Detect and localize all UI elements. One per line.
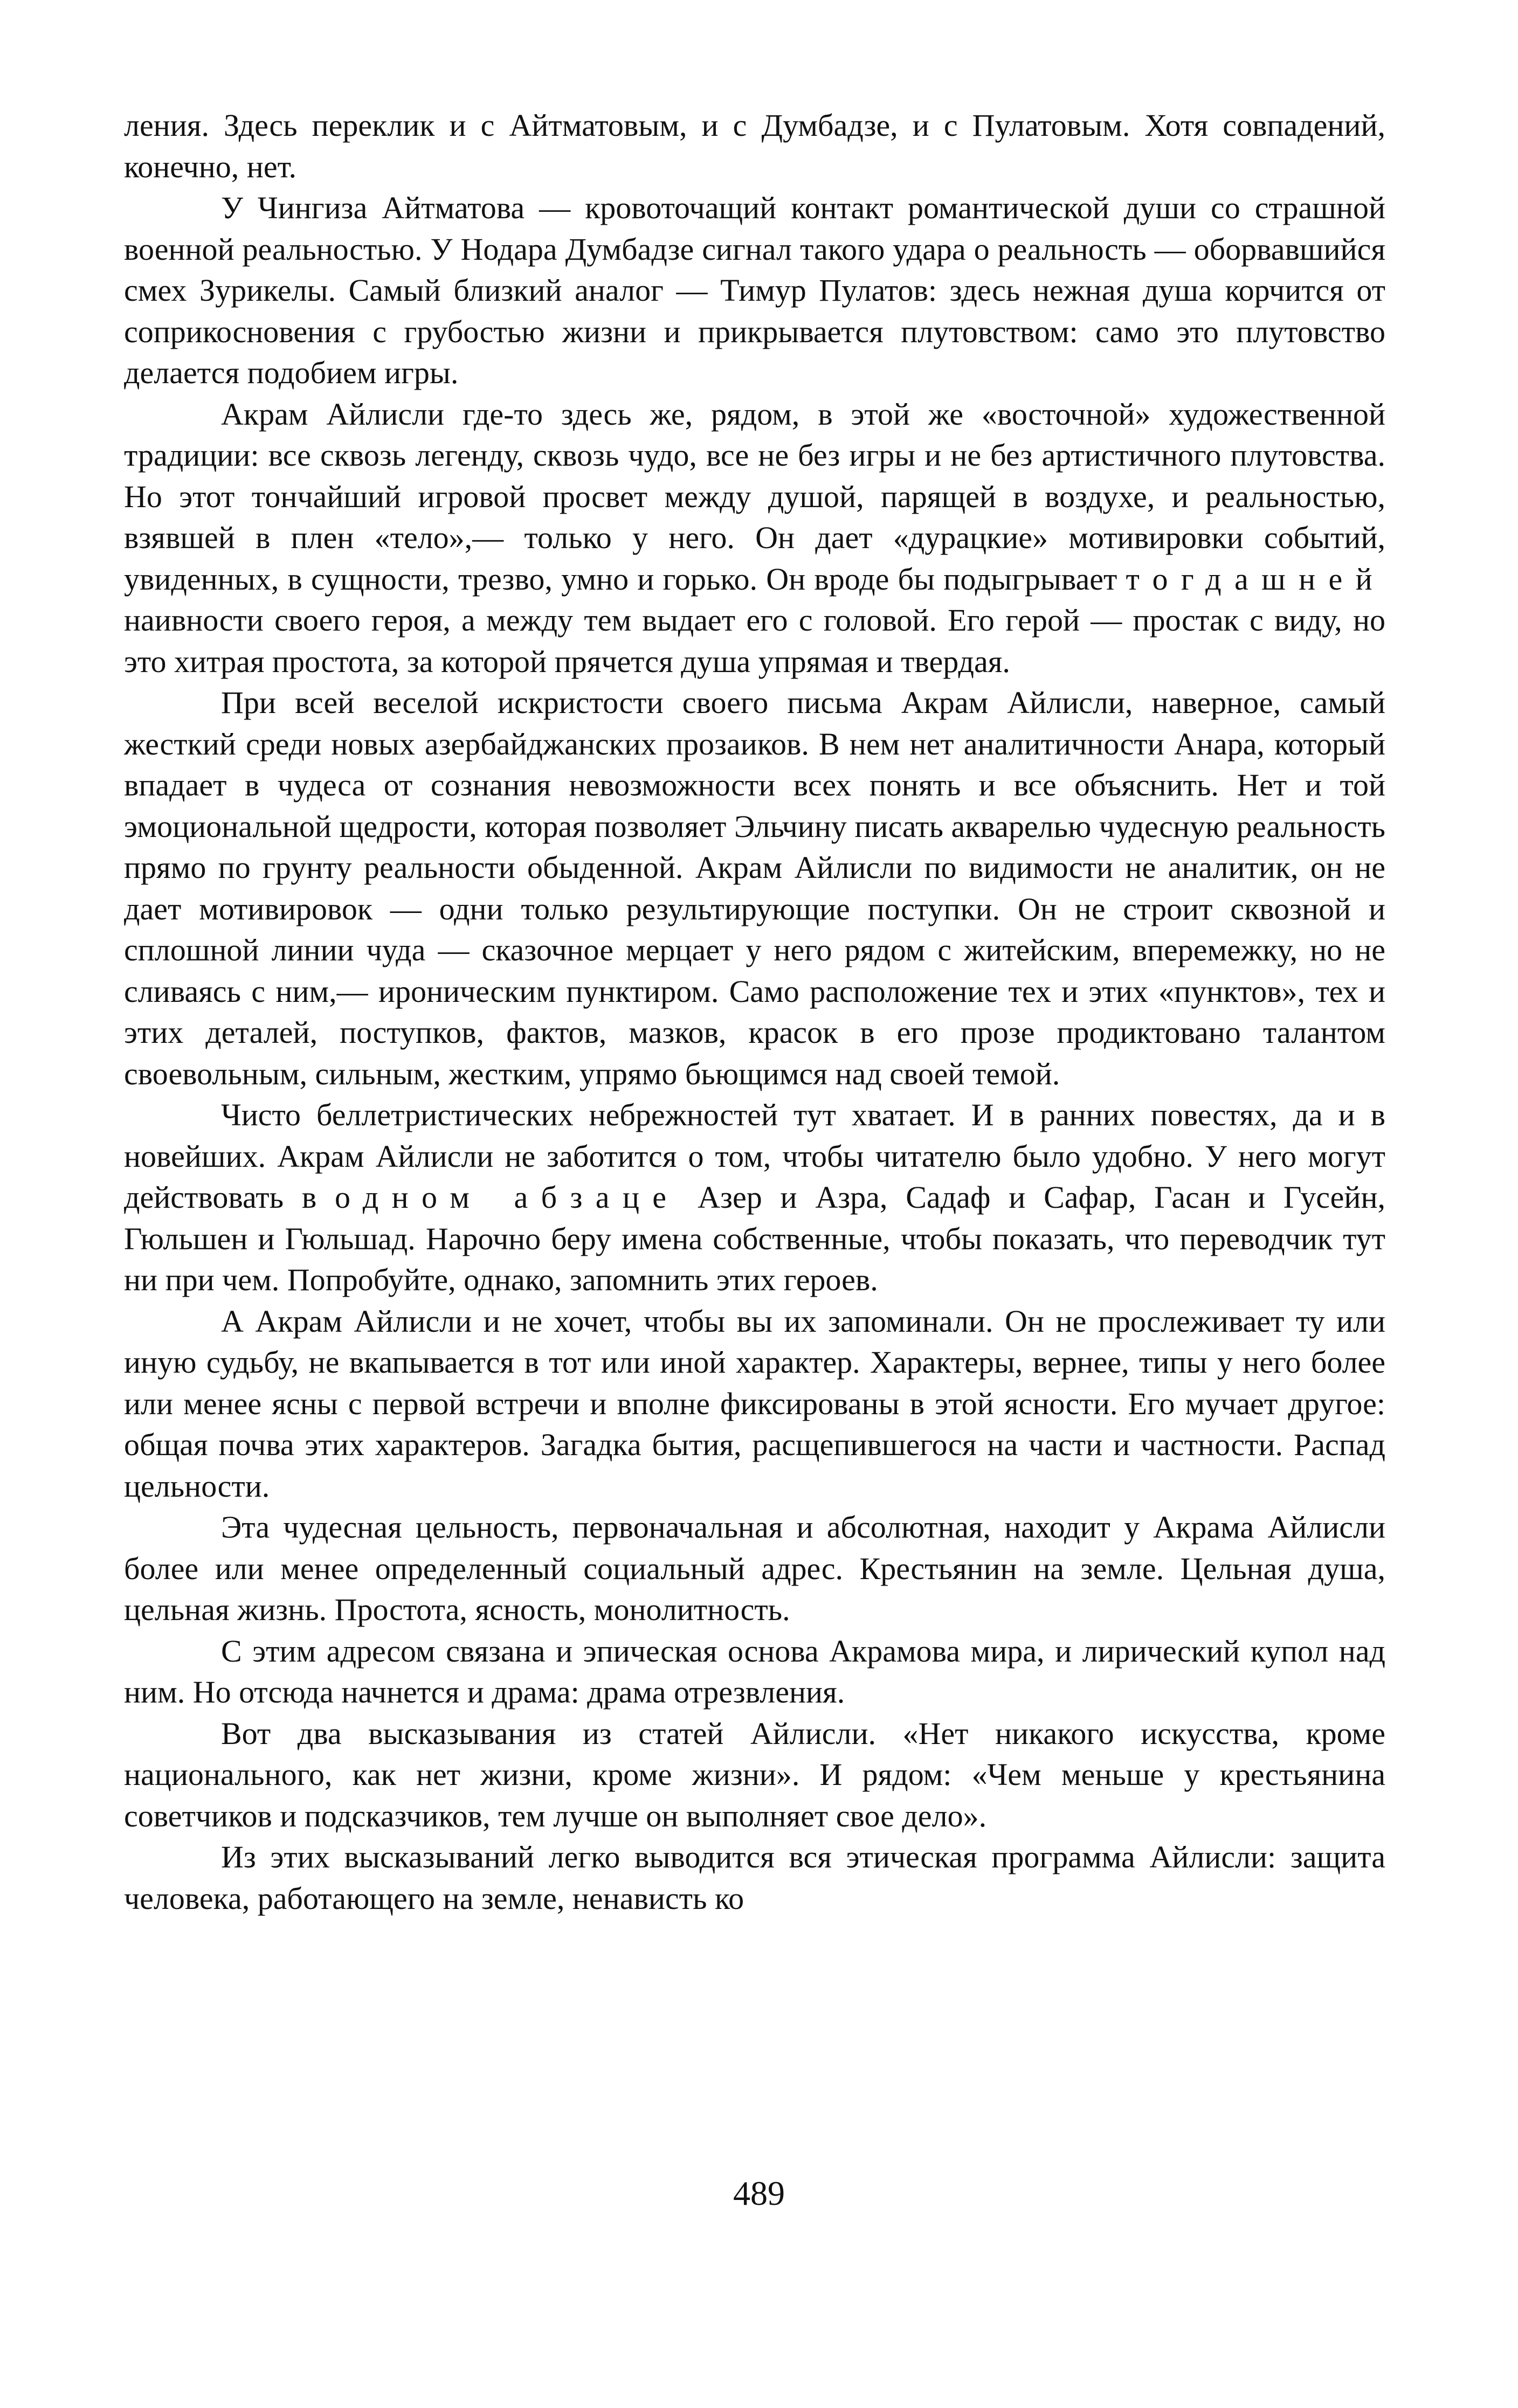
paragraph-3-spaced-word: тогдашней <box>1126 561 1385 597</box>
paragraph-3-text-after: наивности своего героя, а между тем выдает его с головой. Его герой — простак с виду, но это хитрая простота, за которой прячется душа упрямая и твердая. <box>124 603 1385 679</box>
paragraph-2: У Чингиза Айтматова — кровоточащий контакт романтической души со страшной военной реальностью. У Нодара Думбадзе сигнал такого удара о реальность — оборвавшийся смех Зурикелы. Самый близкий аналог — Тимур Пулатов: здесь нежная душа корчится от соприкосновения с грубостью жизни и прикрывается плутовством: само это плутовство делается подобием игры. <box>124 190 1385 390</box>
paragraph-8: С этим адресом связана и эпическая основа Акрамова мира, и лирический купол над ним. Но отсюда начнется и драма: драма отрезвления. <box>124 1633 1385 1710</box>
paragraph-5 <box>124 1095 1385 1301</box>
paragraph-4: При всей веселой искристости своего письма Акрам Айлисли, наверное, самый жесткий среди новых азербайджанских прозаиков. В нем нет аналитичности Анара, который впадает в чудеса от сознания невозможности всех понять и все объяснить. Нет и той эмоциональной щедрости, которая позволяет Эльчину писать акварелью чудесную реальность прямо по грунту реальности обыденной. Акрам Айлисли по видимости не аналитик, он не дает мотивировок — одни только результирующие поступки. Он не строит сквозной и сплошной линии чуда — сказочное мерцает у него рядом с житейским, вперемежку, но не сливаясь с ним,— ироническим пунктиром. Само расположение тех и этих «пунктов», тех и этих деталей, поступков, фактов, мазков, красок в его прозе продиктовано талантом своевольным, сильным, жестким, упрямо бьющимся над своей темой. <box>124 685 1385 1091</box>
page-number: 489 <box>733 2174 785 2212</box>
text-block <box>124 105 1385 1919</box>
paragraph-5-spaced-phrase: одном абзаце <box>335 1180 680 1215</box>
paragraph-5-text-before: Чисто беллетристических небрежностей тут хватает. И в ранних повестях, да и в новейших. Акрам Айлисли не заботится о том, чтобы читателю было удобно. У него могут действовать в <box>124 1097 1385 1215</box>
paragraph-3 <box>124 394 1385 683</box>
paragraph-6: А Акрам Айлисли и не хочет, чтобы вы их запоминали. Он не прослеживает ту или иную судьбу, не вкапывается в тот или иной характер. Характеры, вернее, типы у него более или менее ясны с первой встречи и вполне фиксированы в этой ясности. Его мучает другое: общая почва этих характеров. Загадка бытия, расщепившегося на части и частности. Распад цельности. <box>124 1303 1385 1504</box>
paragraph-3-text-before: Акрам Айлисли где-то здесь же, рядом, в этой же «восточной» художественной традиции: все сквозь легенду, сквозь чудо, все не без игры и не без артистичного плутовства. Но этот тончайший игровой просвет между душой, парящей в воздухе, и реальностью, взявшей в плен «тело»,— только у него. Он дает «дурацкие» мотивировки событий, увиденных, в сущности, трезво, умно и горько. Он вроде бы подыгрывает <box>124 396 1385 597</box>
paragraph-7: Эта чудесная цельность, первоначальная и абсолютная, находит у Акрама Айлисли более или менее определенный социальный адрес. Крестьянин на земле. Цельная душа, цельная жизнь. Простота, ясность, монолитность. <box>124 1510 1385 1627</box>
paragraph-9: Вот два высказывания из статей Айлисли. «Нет никакого искусства, кроме национального, как нет жизни, кроме жизни». И рядом: «Чем меньше у крестьянина советчиков и подсказчиков, тем лучше он выполняет свое дело». <box>124 1715 1385 1833</box>
paragraph-1: ления. Здесь переклик и с Айтматовым, и с Думбадзе, и с Пулатовым. Хотя совпадений, конечно, нет. <box>124 108 1385 184</box>
paragraph-10: Из этих высказываний легко выводится вся этическая программа Айлисли: защита человека, работающего на земле, ненависть ко <box>124 1839 1385 1916</box>
page-body <box>124 105 1385 1919</box>
paragraph-5-text-after: Азер и Азра, Садаф и Сафар, Гасан и Гусейн, Гюльшен и Гюльшад. Нарочно беру имена собственные, чтобы показать, что переводчик тут ни при чем. Попробуйте, однако, запомнить этих героев. <box>124 1180 1385 1297</box>
